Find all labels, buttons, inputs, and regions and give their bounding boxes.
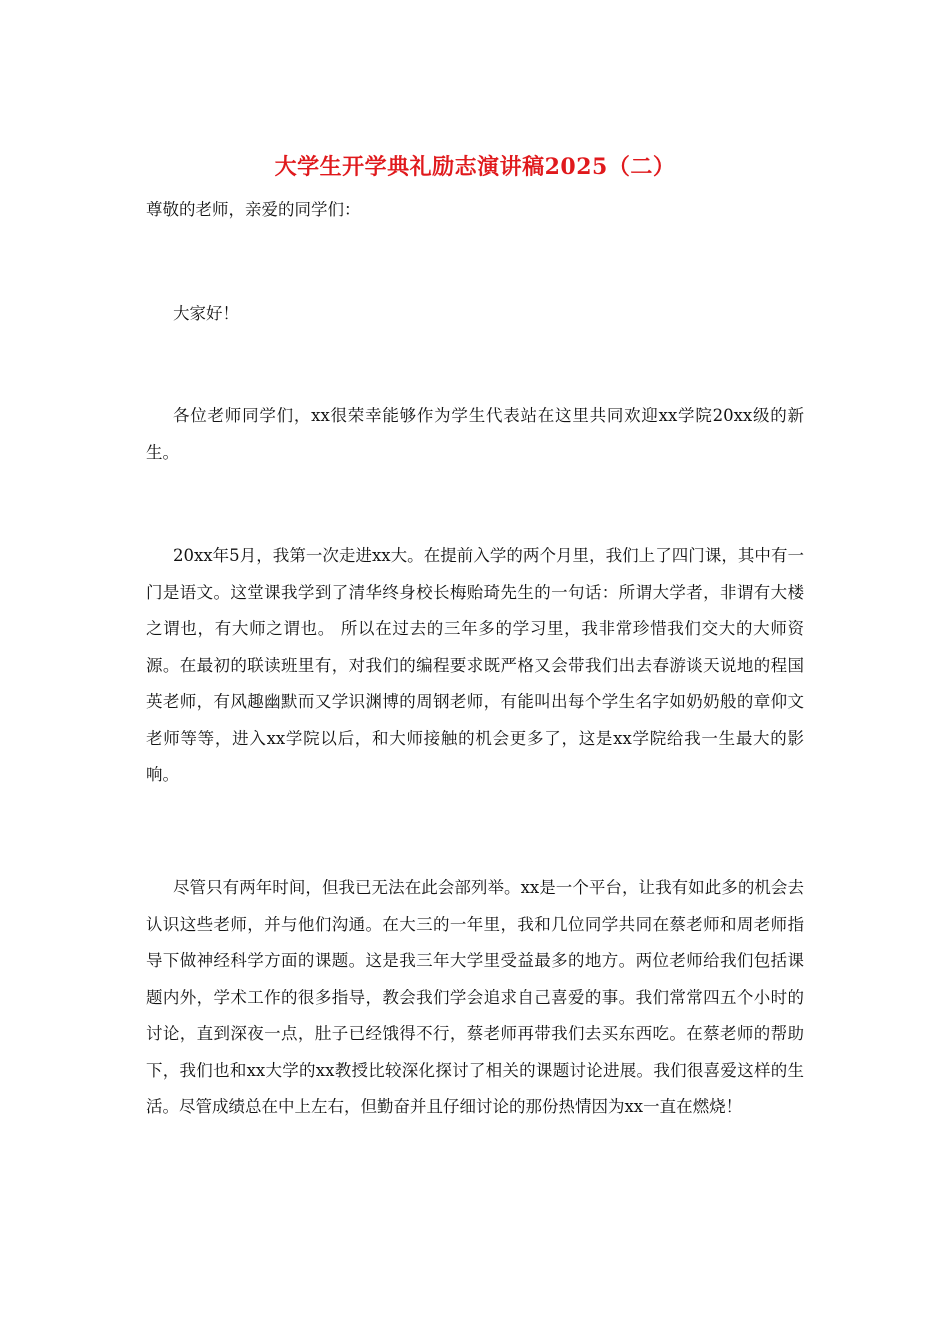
paragraph-greeting: 大家好！ <box>173 304 239 323</box>
paragraph-first-visit: 20xx年5月，我第一次走进xx大。在提前入学的两个月里，我们上了四门课，其中有一门是语文。这堂课我学到了清华终身校长梅贻琦先生的一句话：所谓大学者，非谓有大楼之谓也，有大师之谓也。 所以在过去的三年多的学习里，我非常珍惜我们交大的大师资源。在最初的联读班里有，对我们的编程要求既严格又会带我们出去春游谈天说地的程国英老师，有风趣幽默而又学识渊博的周钢老师，有能叫出每个学生名字如奶奶般的章仰文老师等等，进入xx学院以后，和大师接触的机会更多了，这是xx学院给我一生最大的影响。 <box>146 546 804 784</box>
paragraph-intro: 各位老师同学们，xx很荣幸能够作为学生代表站在这里共同欢迎xx学院20xx级的新生。 <box>146 406 804 462</box>
salutation: 尊敬的老师，亲爱的同学们： <box>146 200 361 219</box>
document-title: 大学生开学典礼励志演讲稿2025（二） <box>274 154 676 180</box>
paragraph-research: 尽管只有两年时间，但我已无法在此会部列举。xx是一个平台，让我有如此多的机会去认识这些老师，并与他们沟通。在大三的一年里，我和几位同学共同在蔡老师和周老师指导下做神经科学方面的课题。这是我三年大学里受益最多的地方。两位老师给我们包括课题内外，学术工作的很多指导，教会我们学会追求自己喜爱的事。我们常常四五个小时的讨论，直到深夜一点，肚子已经饿得不行，蔡老师再带我们去买东西吃。在蔡老师的帮助下，我们也和xx大学的xx教授比较深化探讨了相关的课题讨论进展。我们很喜爱这样的生活。尽管成绩总在中上左右，但勤奋并且仔细讨论的那份热情因为xx一直在燃烧！ <box>146 878 804 1116</box>
